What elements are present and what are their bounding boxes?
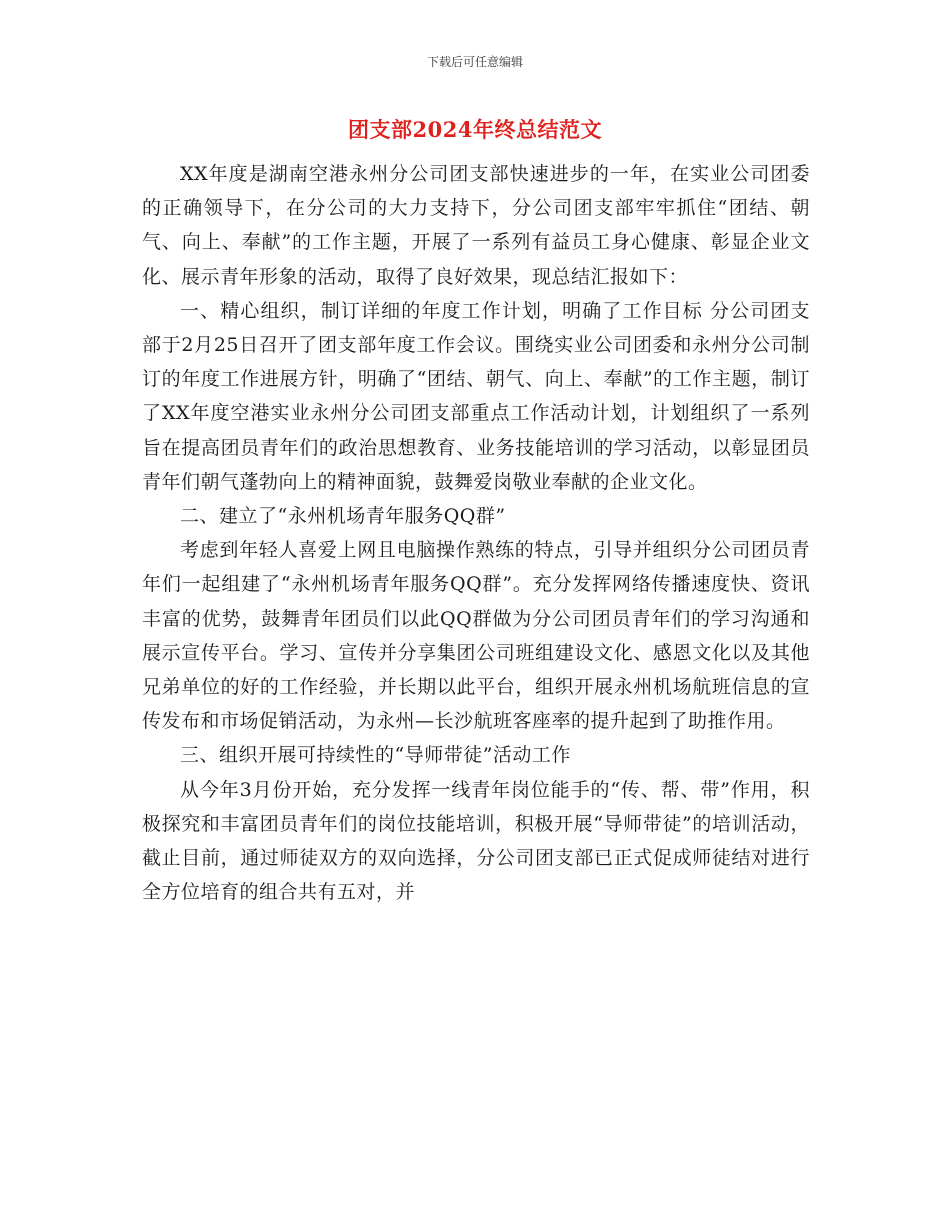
paragraph-section-2: 考虑到年轻人喜爱上网且电脑操作熟练的特点，引导并组织分公司团员青年们一起组建了“永州机场青年服务QQ群”。充分发挥网络传播速度快、资讯丰富的优势，鼓舞青年团员们以此QQ群做为分公司团员青年们的学习沟通和展示宣传平台。学习、宣传并分享集团公司班组建设文化、感恩文化以及其他兄弟单位的好的工作经验，并长期以此平台，组织开展永州机场航班信息的宣传发布和市场促销活动，为永州—长沙航班客座率的提升起到了助推作用。 xyxy=(142,539,810,733)
paragraph-section-1: 一、精心组织，制订详细的年度工作计划，明确了工作目标 分公司团支部于2月25日召开了团支部年度工作会议。围绕实业公司团委和永州分公司制订的年度工作进展方针，明确了“团结、朝气、向上、奉献”的工作主题，制订了XX年度空港实业永州分公司团支部重点工作活动计划，计划组织了一系列旨在提高团员青年们的政治思想教育、业务技能培训的学习活动，以彰显团员青年们朝气蓬勃向上的精神面貌，鼓舞爱岗敬业奉献的企业文化。 xyxy=(142,299,810,493)
paragraph-heading-2: 二、建立了“永州机场青年服务QQ群” xyxy=(180,505,506,528)
paragraph-heading-3: 三、组织开展可持续性的“导师带徒”活动工作 xyxy=(180,744,571,767)
paragraph-section-3: 从今年3月份开始，充分发挥一线青年岗位能手的“传、帮、带”作用，积极探究和丰富团员青年们的岗位技能培训，积极开展“导师带徒”的培训活动，截止目前，通过师徒双方的双向选择，分公司团支部已正式促成师徒结对进行全方位培育的组合共有五对，并 xyxy=(142,778,810,904)
paragraph-intro: XX年度是湖南空港永州分公司团支部快速进步的一年，在实业公司团委的正确领导下，在分公司的大力支持下，分公司团支部牢牢抓住“团结、朝气、向上、奉献”的工作主题，开展了一系列有益员工身心健康、彰显企业文化、展示青年形象的活动，取得了良好效果，现总结汇报如下： xyxy=(142,163,810,288)
document-title: 团支部2024年终总结范文 xyxy=(348,117,602,142)
document-body xyxy=(142,157,810,909)
page-header: 下载后可任意编辑 xyxy=(426,55,523,69)
